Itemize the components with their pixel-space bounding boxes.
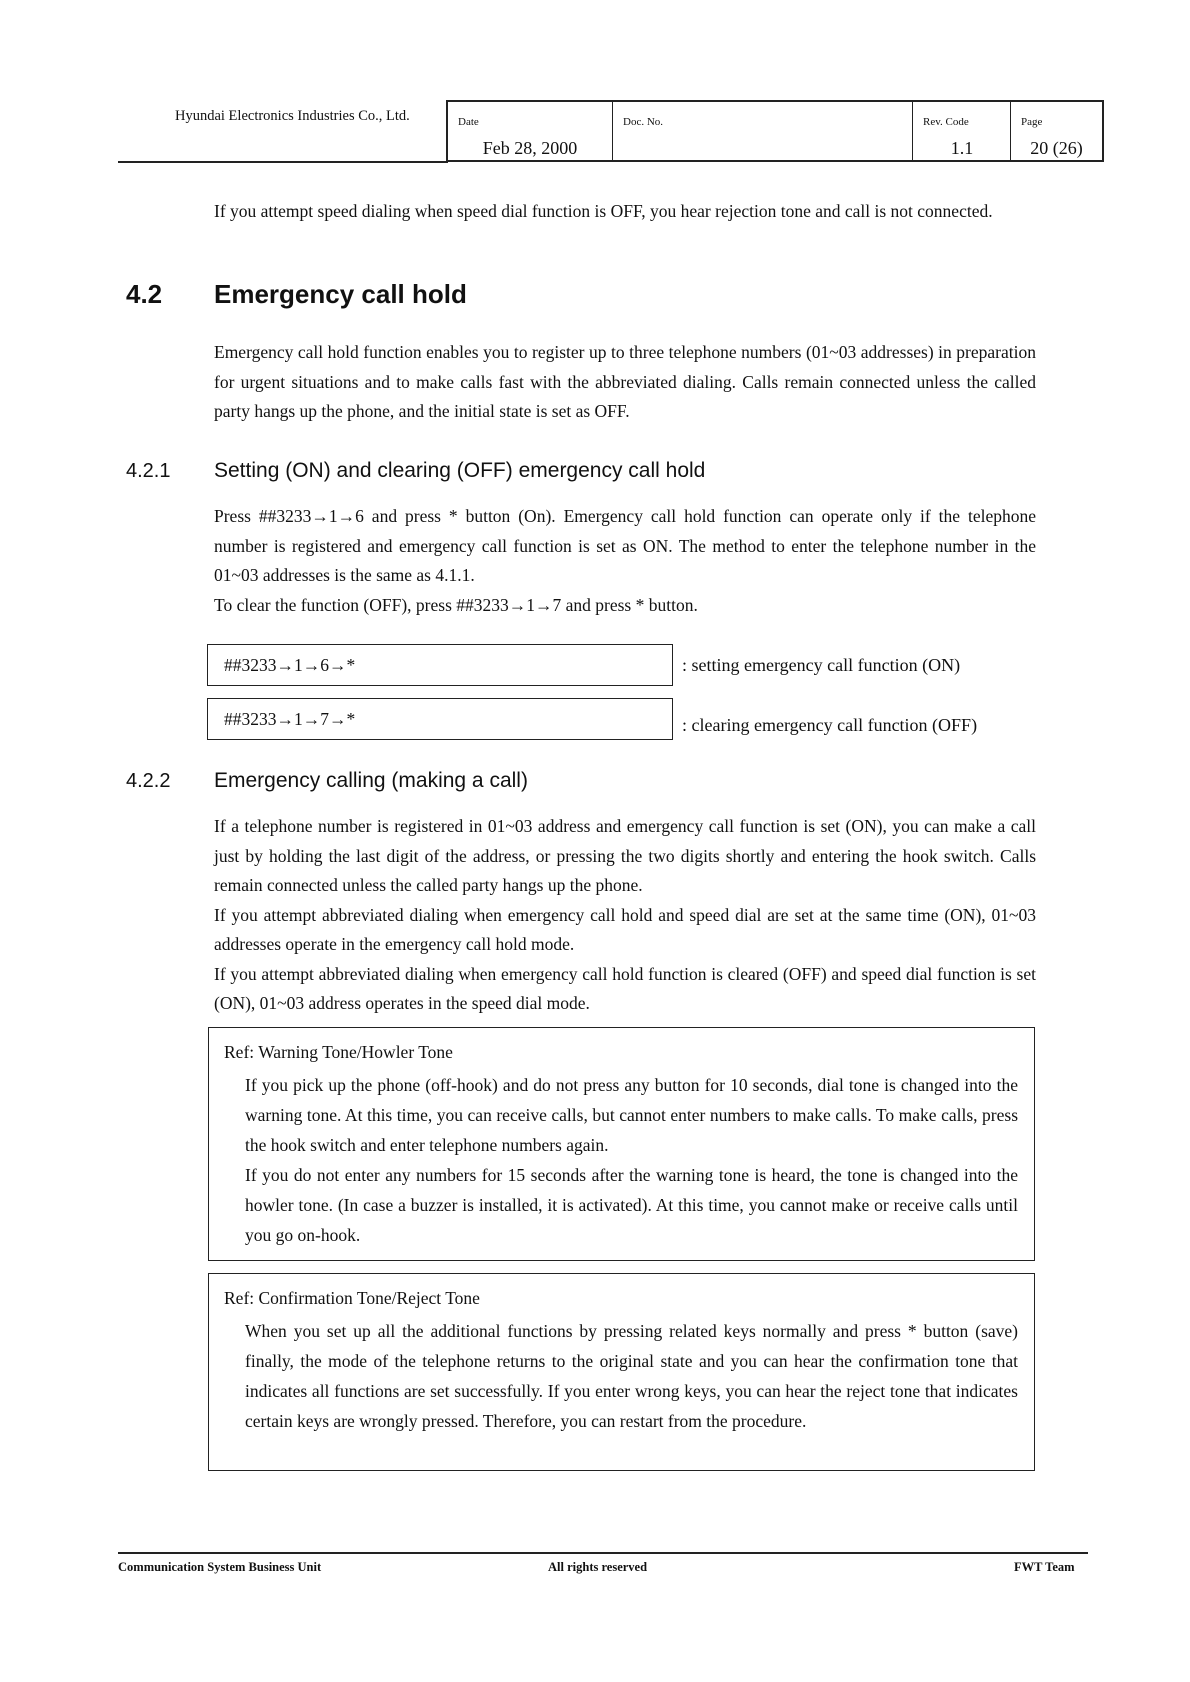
date-cell — [448, 102, 612, 160]
rev-label: Rev. Code — [923, 116, 969, 128]
subsection-title: Emergency calling (making a call) — [214, 769, 528, 792]
ref-box-warning — [208, 1027, 1035, 1261]
ref-confirmation-text: When you set up all the additional functions by pressing related keys normally and press * button (save) finally, the mode of the telephone returns to the original state and you can hear the confirmation tone that indicates all functions are set successfully. If you enter wrong keys, you can hear the reject tone that indicates certain keys are wrongly pressed. Therefore, you can restart from the procedure. — [245, 1321, 1018, 1431]
section-4-2-2-text-1: If a telephone number is registered in 01~03 address and emergency call function is set (ON), you can make a call just by holding the last digit of the address, or pressing the two digits shortly and entering the hook switch. Calls remain connected unless the called party hangs up the phone. — [214, 816, 1036, 895]
section-4-2-2-body — [214, 812, 1036, 1019]
code-box-off: ##3233→1→7→* — [207, 698, 673, 740]
section-4-2-text: Emergency call hold function enables you to register up to three telephone numbers (01~03 addresses) in preparation for urgent situations and to make calls fast with the abbreviated dialing. Calls remain connected unless the called party hangs up the phone, and the initial state is set as OFF. — [214, 342, 1036, 421]
docno-cell — [612, 102, 913, 160]
page-label: Page — [1021, 116, 1043, 128]
section-4-2-2-text-3: If you attempt abbreviated dialing when emergency call hold function is cleared (OFF) and speed dial function is set (ON), 01~03 address operates in the speed dial mode. — [214, 963, 1036, 1013]
section-4-2-2-text-2: If you attempt abbreviated dialing when emergency call hold and speed dial are set at the same time (ON), 01~03 addresses operate in the emergency call hold mode. — [214, 904, 1036, 954]
date-value: Feb 28, 2000 — [482, 138, 578, 158]
ref-warning-text-2: If you do not enter any numbers for 15 seconds after the warning tone is heard, the tone is changed into the howler tone. (In case a buzzer is installed, it is activated). At this time, you cannot make or receive calls until you go on-hook. — [245, 1165, 1018, 1245]
ref-box-title: Ref: Warning Tone/Howler Tone — [224, 1042, 453, 1062]
section-4-2-1-text-2: To clear the function (OFF), press ##3233→1→7 and press * button. — [214, 594, 698, 615]
rev-cell — [912, 102, 1011, 160]
ref-warning-text-1: If you pick up the phone (off-hook) and do not press any button for 10 seconds, dial tone is changed into the warning tone. At this time, you can receive calls, but cannot enter numbers to make calls. To make calls, press the hook switch and enter telephone numbers again. — [245, 1075, 1018, 1155]
docno-label: Doc. No. — [623, 116, 664, 128]
footer-left: Communication System Business Unit — [118, 1560, 322, 1574]
company-name: Hyundai Electronics Industries Co., Ltd. — [175, 108, 410, 124]
code-desc-on: : setting emergency call function (ON) — [682, 655, 961, 675]
footer-center: All rights reserved — [548, 1560, 648, 1574]
page-cell — [1010, 102, 1102, 160]
footer-rule — [118, 1552, 1088, 1554]
footer-right: FWT Team — [1014, 1560, 1075, 1574]
section-4-2-1-text-1: Press ##3233→1→6 and press * button (On). Emergency call hold function can operate only if the telephone number is registered and emergency call function is set as ON. The method to enter the telephone number in the 01~03 addresses is the same as 4.1.1. — [214, 506, 1036, 585]
section-title: Emergency call hold — [214, 279, 467, 309]
code-box-on: ##3233→1→6→* — [207, 644, 673, 686]
ref-box-title: Ref: Confirmation Tone/Reject Tone — [224, 1288, 480, 1308]
code-desc-off: : clearing emergency call function (OFF) — [682, 715, 978, 735]
intro-text: If you attempt speed dialing when speed dial function is OFF, you hear rejection tone and call is not connected. — [214, 201, 993, 221]
section-4-2-body — [214, 338, 1036, 427]
section-4-2-1-body — [214, 502, 1036, 620]
subsection-number: 4.2.2 — [126, 770, 171, 792]
header-rule — [118, 161, 448, 163]
rev-value: 1.1 — [950, 138, 974, 158]
subsection-title: Setting (ON) and clearing (OFF) emergency call hold — [214, 459, 706, 482]
ref-box-body — [245, 1316, 1018, 1436]
ref-box-confirmation — [208, 1273, 1035, 1471]
page-value: 20 (26) — [1030, 138, 1083, 158]
intro-paragraph — [214, 197, 1036, 227]
section-number: 4.2 — [126, 279, 163, 309]
ref-box-body — [245, 1070, 1018, 1250]
subsection-number: 4.2.1 — [126, 460, 171, 482]
date-label: Date — [458, 116, 479, 128]
header-table — [446, 100, 1104, 162]
